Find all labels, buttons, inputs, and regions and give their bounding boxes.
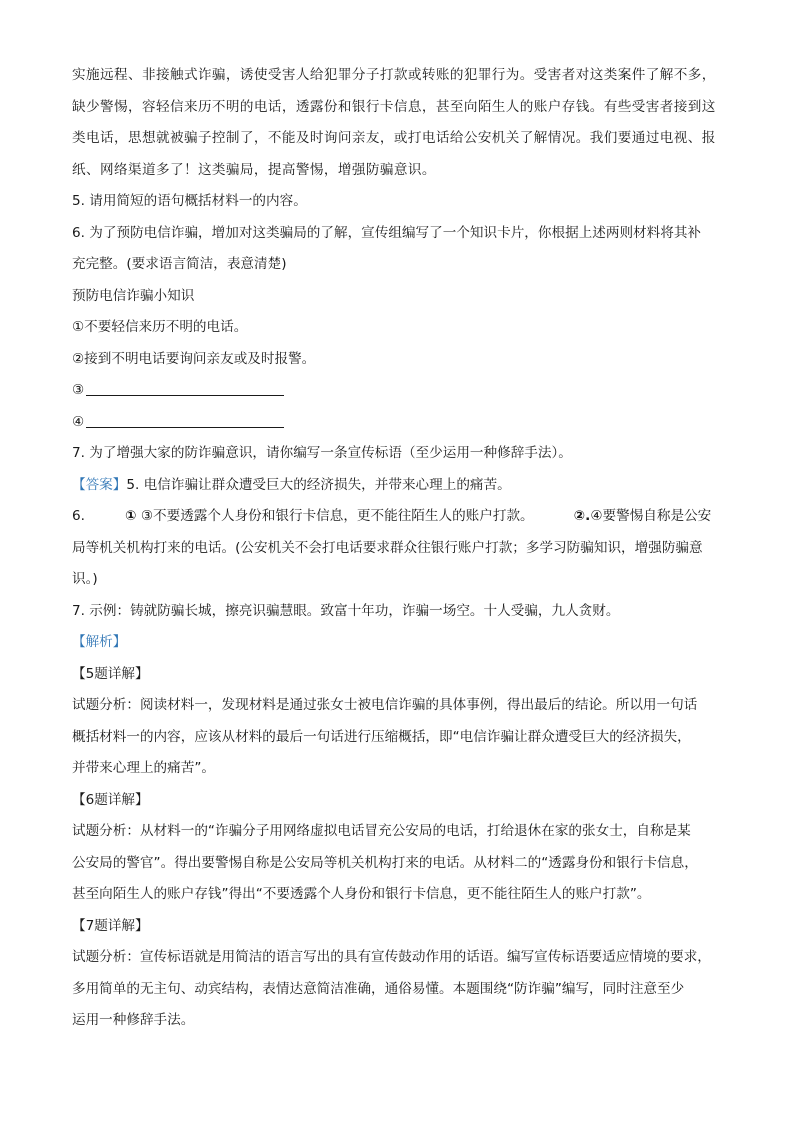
answer-tag: 【答案】 [72, 476, 127, 493]
answer-6-line [72, 501, 712, 533]
fill-in-blank [86, 412, 284, 428]
answer-7: 7. 示例：铸就防骗长城，擦亮识骗慧眼。致富十年功，诈骗一场空。十人受骗，九人贪财。 [72, 602, 620, 619]
question-6-line: 6. 为了预防电信诈骗，增加对这类骗局的了解，宣传组编写了一个知识卡片，你根据上述两则材料将其补 [72, 224, 702, 241]
analysis-section [72, 627, 711, 1037]
answer-6-continuation: 局等机关机构打来的电话。(公安机关不会打电话要求群众往银行账户打款；多学习防骗知识，增强防骗意 [72, 539, 703, 556]
knowledge-card-item: ②接到不明电话要询问亲友或及时报警。 [72, 350, 316, 367]
questions-section [72, 186, 704, 470]
knowledge-card-item-blank [72, 375, 704, 407]
material-line: 缺少警惕，容轻信来历不明的电话，透露份和银行卡信息，甚至向陌生人的账户存钱。有些受害者接到这 [72, 98, 716, 115]
answer-6-option-2: ②. [573, 508, 591, 524]
answer-6-part-1: ③不要透露个人身份和银行卡信息，更不能往陌生人的账户打款。 [140, 508, 534, 524]
knowledge-card-item-blank [72, 407, 704, 439]
fill-in-blank [86, 380, 284, 396]
material-line: 实施远程、非接触式诈骗，诱使受害人给犯罪分子打款或转账的犯罪行为。受害者对这类案件了解不多， [72, 67, 716, 83]
analysis-7-line: 运用一种修辞手法。 [72, 1012, 195, 1028]
analysis-5-line: 并带来心理上的痛苦”。 [72, 760, 215, 776]
material-line: 类电话，思想就被骗子控制了，不能及时询问亲友，或打电话给公安机关了解情况。我们要通过电视、报 [72, 130, 716, 146]
analysis-5-line: 概括材料一的内容，应该从材料的最后一句话进行压缩概括，即“电信诈骗让群众遭受巨大的经济损失， [72, 728, 691, 745]
analysis-heading-5: 【5题详解】 [72, 665, 149, 682]
question-6-line: 充完整。(要求语言简洁，表意清楚) [72, 256, 287, 272]
analysis-heading-7: 【7题详解】 [72, 917, 149, 934]
answer-6-part-2: ④要警惕自称是公安 [590, 508, 712, 524]
question-5: 5. 请用简短的语句概括材料一的内容。 [72, 193, 307, 209]
analysis-heading-6: 【6题详解】 [72, 791, 149, 808]
answer-section [72, 470, 712, 628]
analysis-6-line: 试题分析：从材料一的“诈骗分子用网络虚拟电话冒充公安局的电话，打给退休在家的张女士，自称是某 [72, 823, 691, 839]
analysis-5-line: 试题分析：阅读材料一，发现材料是通过张女士被电信诈骗的具体事例，得出最后的结论。所以用一句话 [72, 697, 698, 713]
material-two-tail [72, 60, 716, 186]
answer-6-option-1: ① [124, 508, 137, 524]
knowledge-card-title: 预防电信诈骗小知识 [72, 287, 195, 304]
analysis-7-line: 试题分析：宣传标语就是用简洁的语言写出的具有宣传鼓动作用的话语。编写宣传标语要适应情境的要求， [72, 949, 711, 965]
analysis-tag: 【解析】 [72, 634, 127, 650]
question-7: 7. 为了增强大家的防诈骗意识，请你编写一条宣传标语（至少运用一种修辞手法）。 [72, 445, 572, 461]
blank-number: ④ [72, 413, 85, 430]
analysis-7-line: 多用简单的无主句、动宾结构，表情达意简洁准确，通俗易懂。本题围绕“防诈骗”编写，同时注意至少 [72, 980, 685, 997]
analysis-6-line: 公安局的警官”。得出要警惕自称是公安局等机关机构打来的电话。从材料二的“透露身份和银行卡信息， [72, 854, 698, 871]
knowledge-card-item: ①不要轻信来历不明的电话。 [72, 319, 248, 335]
blank-number: ③ [72, 382, 85, 398]
material-line: 纸、网络渠道多了！这类骗局，提高警惕，增强防骗意识。 [72, 161, 436, 178]
answer-5: 5. 电信诈骗让群众遭受巨大的经济损失，并带来心理上的痛苦。 [126, 476, 511, 493]
analysis-6-line: 甚至向陌生人的账户存钱”得出“不要透露个人身份和银行卡信息，更不能往陌生人的账户打款”。 [72, 886, 651, 902]
answer-6-continuation: 识。) [72, 571, 98, 587]
answer-5-line [72, 470, 704, 502]
answer-6-number: 6. [72, 508, 85, 524]
